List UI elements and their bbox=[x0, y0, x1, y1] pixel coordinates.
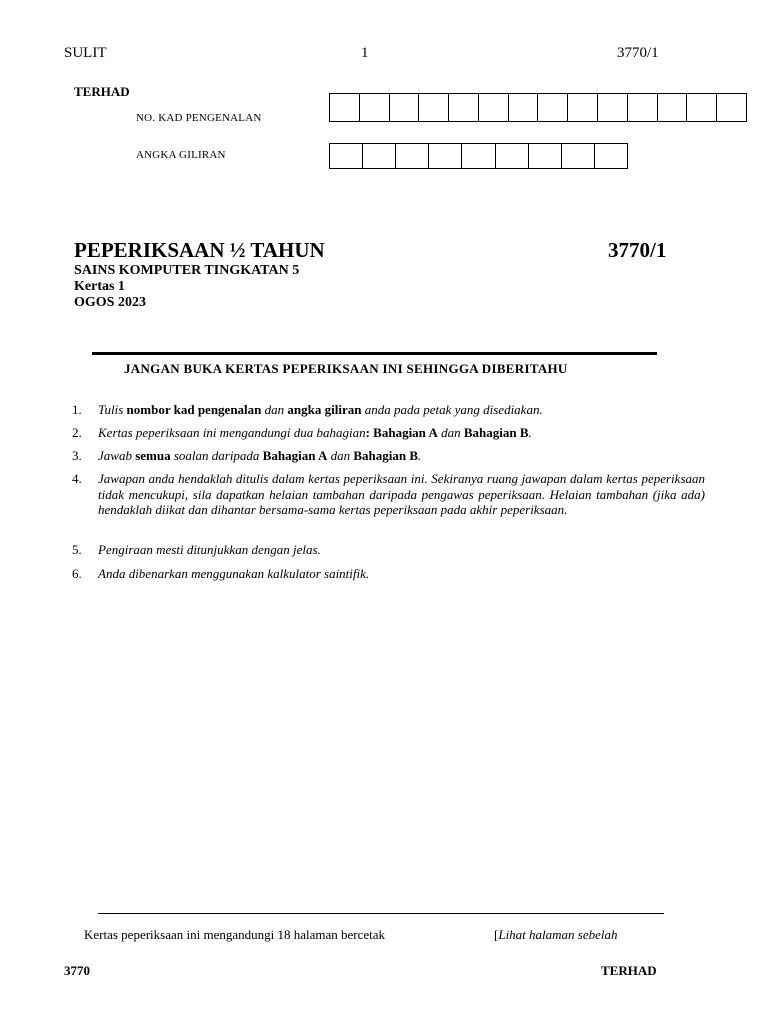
next-page-note bbox=[494, 927, 618, 943]
entry-box[interactable] bbox=[562, 144, 595, 168]
entry-box[interactable] bbox=[419, 94, 449, 121]
entry-box[interactable] bbox=[568, 94, 598, 121]
instruction-item bbox=[72, 566, 705, 582]
entry-box[interactable] bbox=[658, 94, 688, 121]
entry-box[interactable] bbox=[538, 94, 568, 121]
instruction-item bbox=[72, 425, 705, 441]
exam-title: PEPERIKSAAN ½ TAHUN bbox=[74, 238, 325, 262]
instruction-item bbox=[72, 402, 705, 418]
paper-code-header: 3770/1 bbox=[617, 45, 659, 61]
instruction-item bbox=[72, 471, 705, 518]
instruction-number: 4. bbox=[72, 471, 82, 486]
instruction-text: Pengiraan mesti ditunjukkan dengan jelas. bbox=[98, 542, 321, 557]
instruction-text: Jawapan anda hendaklah ditulis dalam kertas peperiksaan ini. Sekiranya ruang jawapan dalam kertas peperiksaan tidak mencukupi, sila dapatkan helaian tambahan daripada pengawas peperiksaan. Helaian tambahan (jika ada) hendaklah diikat dan dihantar bersama-sama kertas peperiksaan pada akhir peperiksaan. bbox=[98, 471, 705, 517]
index-number-label: ANGKA GILIRAN bbox=[136, 149, 226, 161]
exam-code: 3770/1 bbox=[608, 238, 667, 262]
entry-box[interactable] bbox=[330, 144, 363, 168]
entry-box[interactable] bbox=[462, 144, 495, 168]
instruction-number: 3. bbox=[72, 448, 82, 463]
next-page-bracket: [ bbox=[494, 927, 499, 942]
footer-code: 3770 bbox=[64, 963, 90, 978]
instruction-number: 1. bbox=[72, 402, 82, 417]
page-number: 1 bbox=[361, 45, 369, 61]
subject-title: SAINS KOMPUTER TINGKATAN 5 bbox=[74, 263, 300, 278]
warning-rule bbox=[92, 352, 657, 355]
entry-box[interactable] bbox=[687, 94, 717, 121]
ic-number-boxes[interactable] bbox=[329, 93, 747, 122]
footer-rule bbox=[98, 913, 664, 914]
footer-classification: TERHAD bbox=[601, 963, 657, 978]
instruction-text: Tulis nombor kad pengenalan dan angka giliran anda pada petak yang disediakan. bbox=[98, 402, 543, 417]
instruction-number: 6. bbox=[72, 566, 82, 581]
instruction-text: Anda dibenarkan menggunakan kalkulator saintifik. bbox=[98, 566, 370, 581]
entry-box[interactable] bbox=[390, 94, 420, 121]
entry-box[interactable] bbox=[598, 94, 628, 121]
instruction-item bbox=[72, 542, 705, 558]
entry-box[interactable] bbox=[509, 94, 539, 121]
entry-box[interactable] bbox=[429, 144, 462, 168]
entry-box[interactable] bbox=[330, 94, 360, 121]
ic-number-label: NO. KAD PENGENALAN bbox=[136, 112, 262, 124]
page-count-note: Kertas peperiksaan ini mengandungi 18 halaman bercetak bbox=[84, 927, 386, 942]
index-number-boxes[interactable] bbox=[329, 143, 628, 169]
warning-text: JANGAN BUKA KERTAS PEPERIKSAAN INI SEHINGGA DIBERITAHU bbox=[124, 361, 568, 376]
entry-box[interactable] bbox=[628, 94, 658, 121]
instruction-text: Jawab semua soalan daripada Bahagian A dan Bahagian B. bbox=[98, 448, 422, 463]
instruction-text: Kertas peperiksaan ini mengandungi dua bahagian: Bahagian A dan Bahagian B. bbox=[98, 425, 532, 440]
instruction-number: 2. bbox=[72, 425, 82, 440]
entry-box[interactable] bbox=[595, 144, 627, 168]
entry-box[interactable] bbox=[363, 144, 396, 168]
instruction-number: 5. bbox=[72, 542, 82, 557]
entry-box[interactable] bbox=[529, 144, 562, 168]
instruction-item bbox=[72, 448, 705, 464]
sulit-label: SULIT bbox=[64, 45, 107, 61]
paper-number: Kertas 1 bbox=[74, 279, 125, 294]
entry-box[interactable] bbox=[396, 144, 429, 168]
classification-label: TERHAD bbox=[74, 84, 130, 99]
entry-box[interactable] bbox=[360, 94, 390, 121]
entry-box[interactable] bbox=[717, 94, 746, 121]
entry-box[interactable] bbox=[449, 94, 479, 121]
exam-date: OGOS 2023 bbox=[74, 295, 146, 310]
entry-box[interactable] bbox=[479, 94, 509, 121]
entry-box[interactable] bbox=[496, 144, 529, 168]
next-page-text: Lihat halaman sebelah bbox=[498, 927, 618, 942]
